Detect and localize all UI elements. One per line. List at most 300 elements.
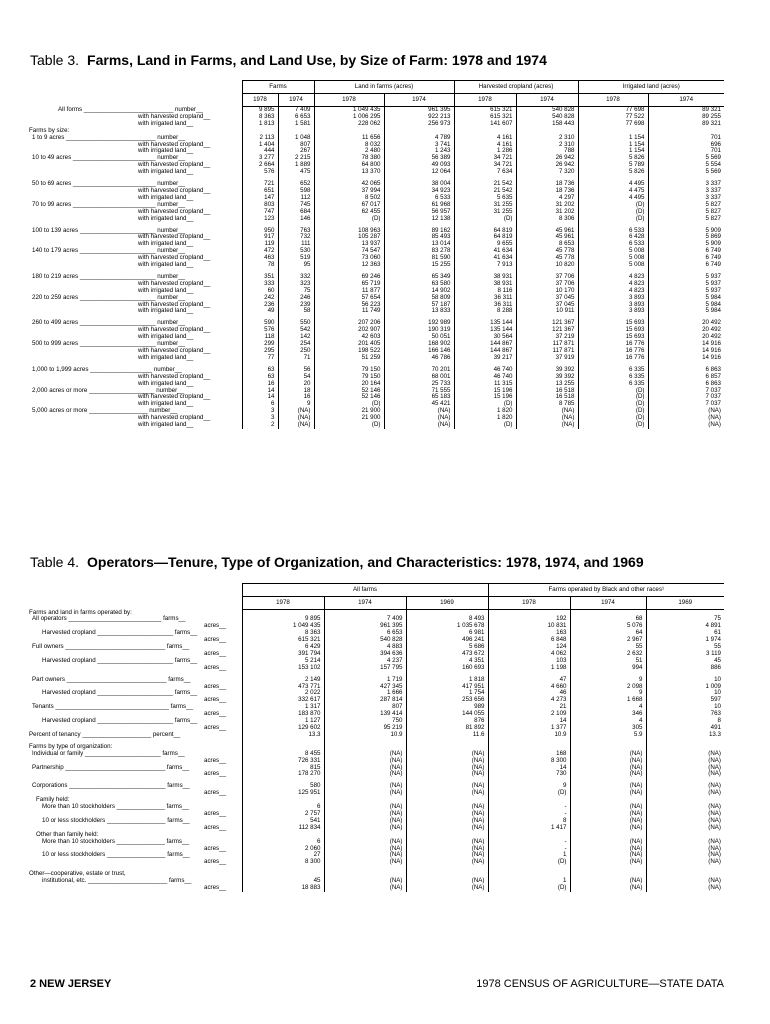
table-cell: 16 776: [578, 355, 648, 362]
table-cell: (D): [488, 790, 570, 797]
table-cell: 4 237: [324, 658, 406, 665]
table-cell: 15 196: [454, 394, 516, 401]
table-cell: 46 786: [384, 355, 454, 362]
table-row: [28, 308, 724, 315]
table-cell: 5 635: [454, 195, 516, 202]
row-label: 140 to 179 acres ______________________ number__: [32, 247, 186, 255]
table-cell: 2 967: [570, 637, 646, 644]
table-cell: (D): [578, 422, 648, 429]
table-cell: 11 749: [314, 308, 384, 315]
row-label: Part owners _____________________________ farms__: [32, 675, 191, 683]
year-header: 1978: [242, 597, 324, 610]
table-cell: 202 907: [314, 327, 384, 334]
table-cell: 6 653: [278, 114, 314, 121]
table-cell: (NA): [406, 859, 488, 866]
table-cell: 20 164: [314, 381, 384, 388]
table-cell: 13 833: [384, 308, 454, 315]
table-cell: 37 919: [516, 355, 578, 362]
table-cell: (NA): [406, 839, 488, 846]
group-header-harvested: Harvested cropland (acres): [454, 81, 578, 94]
stub-header: [28, 81, 242, 94]
table-cell: 4 062: [488, 651, 570, 658]
table-cell: 1 198: [488, 665, 570, 672]
table-cell: 12 138: [384, 216, 454, 223]
table-cell: 2 757: [242, 811, 324, 818]
table-cell: (NA): [570, 758, 646, 765]
table-cell: 5 554: [648, 162, 724, 169]
table-cell: 8 502: [314, 195, 384, 202]
table-cell: 763: [278, 228, 314, 235]
table-cell: (NA): [324, 859, 406, 866]
table-cell: 6 533: [384, 195, 454, 202]
table-cell: 14 916: [648, 348, 724, 355]
table-cell: 9: [278, 401, 314, 408]
row-label: acres__: [204, 710, 227, 718]
table-cell: 250: [278, 348, 314, 355]
table-cell: 45 778: [516, 255, 578, 262]
table-row: [28, 818, 724, 825]
table-cell: 228 062: [314, 121, 384, 128]
table-cell: 989: [406, 704, 488, 711]
row-label: with harvested cropland__: [138, 254, 211, 262]
table-cell: 597: [646, 697, 724, 704]
table-cell: 8 455: [242, 751, 324, 758]
table-cell: 135 144: [454, 320, 516, 327]
table-cell: 1 889: [278, 162, 314, 169]
table-cell: 8 032: [314, 142, 384, 149]
table-cell: (NA): [406, 804, 488, 811]
table-row: [28, 616, 724, 623]
table-cell: 147: [242, 195, 278, 202]
table-cell: 394 636: [324, 651, 406, 658]
table-cell: 6 533: [578, 228, 648, 235]
table-cell: 242: [242, 295, 278, 302]
row-label: Harvested cropland ______________________ farms__: [42, 717, 198, 725]
table-cell: 750: [324, 718, 406, 725]
table-cell: 472: [242, 248, 278, 255]
table-cell: (NA): [406, 758, 488, 765]
row-label: with harvested cropland__: [138, 233, 211, 241]
table-cell: (NA): [516, 422, 578, 429]
table-cell: 256 973: [384, 121, 454, 128]
table-cell: (NA): [646, 790, 724, 797]
table-cell: 6 749: [648, 248, 724, 255]
table-cell: 52 146: [314, 394, 384, 401]
table-cell: 11.6: [406, 732, 488, 739]
table-cell: 50 051: [384, 334, 454, 341]
table-cell: [488, 832, 570, 839]
year-header: 1974: [278, 94, 314, 107]
table-cell: -: [488, 804, 570, 811]
table-cell: 4 161: [454, 142, 516, 149]
table-cell: 14: [488, 765, 570, 772]
table-cell: 4: [570, 718, 646, 725]
table-cell: 141 607: [454, 121, 516, 128]
table-cell: 5 569: [648, 169, 724, 176]
table-cell: 5 984: [648, 295, 724, 302]
row-label: 1,000 to 1,999 acres __________________ number__: [32, 365, 182, 373]
table-cell: 1 377: [488, 725, 570, 732]
table-cell: -: [488, 846, 570, 853]
table-cell: (NA): [570, 846, 646, 853]
table-cell: 8 785: [516, 401, 578, 408]
table-cell: 580: [242, 783, 324, 790]
table-cell: 4 161: [454, 135, 516, 142]
table-cell: 8 653: [516, 241, 578, 248]
table-cell: 15 693: [578, 334, 648, 341]
table-cell: (D): [488, 859, 570, 866]
table-cell: (NA): [570, 751, 646, 758]
group-header-land: Land in farms (acres): [314, 81, 454, 94]
table-cell: (NA): [324, 790, 406, 797]
table-cell: (D): [578, 388, 648, 395]
table-cell: 46: [488, 690, 570, 697]
table-cell: (NA): [324, 751, 406, 758]
table-cell: 6 749: [648, 262, 724, 269]
table-cell: 16: [242, 381, 278, 388]
table-cell: 18: [278, 388, 314, 395]
table-cell: 5 984: [648, 302, 724, 309]
table-cell: 56: [278, 367, 314, 374]
table-cell: 34 721: [454, 162, 516, 169]
table-cell: (NA): [646, 852, 724, 859]
table-cell: 615 321: [454, 114, 516, 121]
table-cell: 5 789: [578, 162, 648, 169]
table-cell: 7 409: [278, 107, 314, 114]
table-cell: (NA): [646, 878, 724, 885]
table-cell: 351: [242, 274, 278, 281]
table-cell: 46 740: [454, 374, 516, 381]
year-header: 1978: [242, 94, 278, 107]
table4-heading: Operators—Tenure, Type of Organization, and Characteristics: 1978, 1974, and 1969: [87, 554, 644, 570]
table-cell: (NA): [646, 783, 724, 790]
table-cell: (D): [314, 216, 384, 223]
row-label: Full owners _____________________________ farms__: [32, 643, 190, 651]
row-label: acres__: [204, 649, 227, 657]
table-cell: (NA): [570, 804, 646, 811]
table-cell: 10: [646, 677, 724, 684]
table-cell: 8 363: [242, 630, 324, 637]
table-cell: 111: [278, 241, 314, 248]
table-cell: 20 492: [648, 327, 724, 334]
table-cell: (NA): [324, 811, 406, 818]
table-cell: 9 895: [242, 107, 278, 114]
table-cell: 4 273: [488, 697, 570, 704]
table-cell: 27: [242, 852, 324, 859]
year-header: 1974: [648, 94, 724, 107]
row-label: acres__: [204, 636, 227, 644]
row-label: with irrigated land__: [138, 193, 194, 201]
table-cell: 1 154: [578, 135, 648, 142]
table-cell: 6: [242, 839, 324, 846]
table-cell: 4 495: [578, 195, 648, 202]
table-cell: 5 008: [578, 248, 648, 255]
row-label: with irrigated land__: [138, 286, 194, 294]
table-cell: 4: [570, 704, 646, 711]
table-cell: 5 008: [578, 255, 648, 262]
table-cell: [242, 871, 324, 878]
row-label: Other than family held:: [36, 830, 99, 838]
table-cell: 10 911: [516, 308, 578, 315]
table-cell: 166 146: [384, 348, 454, 355]
table-cell: 70 201: [384, 367, 454, 374]
year-header: 1974: [570, 597, 646, 610]
row-label: with irrigated land__: [138, 400, 194, 408]
table-cell: 64 819: [454, 234, 516, 241]
table-cell: 696: [648, 142, 724, 149]
table-cell: 6 335: [578, 367, 648, 374]
table-cell: (D): [454, 401, 516, 408]
table-cell: (D): [578, 401, 648, 408]
row-label: 10 or less stockholders _________________ farms__: [42, 816, 190, 824]
table-cell: 55: [570, 644, 646, 651]
table-cell: 652: [278, 181, 314, 188]
table-cell: 12 363: [314, 262, 384, 269]
table-cell: 323: [278, 281, 314, 288]
row-label: institutional, etc. _______________________ farms__: [42, 877, 192, 885]
table-cell: 5 686: [406, 644, 488, 651]
table-cell: 5 214: [242, 658, 324, 665]
table-cell: 61 968: [384, 202, 454, 209]
row-label: acres__: [204, 884, 227, 892]
table-cell: 10.9: [488, 732, 570, 739]
table-cell: 246: [278, 295, 314, 302]
table-cell: 9: [570, 677, 646, 684]
table-cell: (NA): [406, 811, 488, 818]
table-cell: (NA): [646, 859, 724, 866]
table-cell: 61: [646, 630, 724, 637]
row-label: 70 to 99 acres ________________________ number__: [32, 200, 186, 208]
table-cell: 2 664: [242, 162, 278, 169]
table-cell: 542: [278, 327, 314, 334]
table-cell: 1 009: [646, 684, 724, 691]
table-row: [28, 665, 724, 672]
row-label: with irrigated land__: [138, 353, 194, 361]
table-cell: 2 632: [570, 651, 646, 658]
table-cell: 2 060: [242, 846, 324, 853]
table-cell: 6 428: [578, 234, 648, 241]
table-cell: 12 064: [384, 169, 454, 176]
row-label: with irrigated land__: [138, 119, 194, 127]
table-cell: 63: [242, 374, 278, 381]
table-cell: (NA): [324, 758, 406, 765]
table-cell: 68: [570, 616, 646, 623]
table-row: [28, 169, 724, 176]
table-cell: 550: [278, 320, 314, 327]
row-label: with irrigated land__: [138, 333, 194, 341]
table-cell: 8 363: [242, 114, 278, 121]
row-label: with irrigated land__: [138, 379, 194, 387]
table-cell: 5 984: [648, 308, 724, 315]
table-cell: 3 893: [578, 295, 648, 302]
table-cell: (D): [578, 394, 648, 401]
table-cell: [488, 797, 570, 804]
row-label: with irrigated land__: [138, 261, 194, 269]
table-cell: 118: [242, 334, 278, 341]
table-cell: 121 367: [516, 327, 578, 334]
table-cell: 11 877: [314, 288, 384, 295]
table-cell: 1 127: [242, 718, 324, 725]
table-cell: 239: [278, 302, 314, 309]
row-label: 5,000 acres or more _________________ number__: [32, 407, 178, 415]
table-cell: 18 736: [516, 188, 578, 195]
table-cell: 198 522: [314, 348, 384, 355]
table-row: [28, 852, 724, 859]
row-label: 260 to 499 acres ______________________ number__: [32, 319, 186, 327]
table-cell: 37 219: [516, 334, 578, 341]
table-cell: 125 951: [242, 790, 324, 797]
table-cell: 530: [278, 248, 314, 255]
table-cell: 77: [242, 355, 278, 362]
table-cell: 876: [406, 718, 488, 725]
row-label: acres__: [204, 682, 227, 690]
table-cell: 1 813: [242, 121, 278, 128]
table-cell: (NA): [570, 818, 646, 825]
row-label: Corporations ____________________________ farms__: [32, 782, 190, 790]
table-cell: 37 045: [516, 302, 578, 309]
table-cell: (NA): [648, 415, 724, 422]
row-label: acres__: [204, 823, 227, 831]
table-cell: (NA): [570, 852, 646, 859]
table-cell: 473 672: [406, 651, 488, 658]
table-cell: (NA): [406, 825, 488, 832]
row-label: acres__: [204, 724, 227, 731]
table-cell: (NA): [384, 415, 454, 422]
row-label: with harvested cropland__: [138, 393, 211, 401]
table-cell: 332: [278, 274, 314, 281]
table-cell: 13 014: [384, 241, 454, 248]
table-cell: (NA): [324, 765, 406, 772]
table3-number: Table 3.: [30, 52, 80, 68]
table-cell: (NA): [570, 783, 646, 790]
table-cell: 18 736: [516, 181, 578, 188]
table-cell: 788: [516, 148, 578, 155]
table-cell: 68 001: [384, 374, 454, 381]
footer-publication: 1978 CENSUS OF AGRICULTURE—STATE DATA: [476, 978, 724, 990]
table-cell: 2: [242, 422, 278, 429]
table-row: [28, 262, 724, 269]
table-cell: 15 196: [454, 388, 516, 395]
table-cell: 37 706: [516, 274, 578, 281]
table-cell: 89 321: [648, 107, 724, 114]
row-label: with irrigated land__: [138, 421, 194, 429]
table-cell: 81 892: [406, 725, 488, 732]
table-row: [28, 718, 724, 725]
table-cell: 117 871: [516, 341, 578, 348]
table-row: [28, 765, 724, 772]
table-cell: 45: [646, 658, 724, 665]
table-cell: (NA): [646, 818, 724, 825]
group-header-all-farms: All farms: [242, 584, 488, 597]
table-cell: 615 321: [454, 107, 516, 114]
table-cell: (NA): [406, 765, 488, 772]
row-label: All forms __________________________ number__: [58, 105, 203, 113]
table-cell: 129 602: [242, 725, 324, 732]
row-label: 10 to 49 acres ________________________ number__: [32, 154, 186, 162]
table-row: [28, 121, 724, 128]
table-cell: 16 518: [516, 394, 578, 401]
table-cell: 57 654: [314, 295, 384, 302]
row-label: acres__: [204, 809, 227, 817]
table-cell: (NA): [516, 415, 578, 422]
table-cell: 4 823: [578, 281, 648, 288]
table-cell: 684: [278, 209, 314, 216]
table-cell: (NA): [324, 771, 406, 778]
table-cell: 519: [278, 255, 314, 262]
table-cell: 69 246: [314, 274, 384, 281]
table-cell: (NA): [648, 422, 724, 429]
row-label: acres__: [204, 789, 227, 797]
table-cell: 267: [278, 148, 314, 155]
table-row: [28, 644, 724, 651]
table-cell: 4 475: [578, 188, 648, 195]
table-cell: 1 049 435: [242, 623, 324, 630]
table-cell: 14 902: [384, 288, 454, 295]
table-cell: 6 335: [578, 374, 648, 381]
group-header-farms: Farms: [242, 81, 314, 94]
table-cell: 142: [278, 334, 314, 341]
row-label: All operators ___________________________ farms__: [32, 615, 186, 623]
table-cell: 701: [648, 148, 724, 155]
table-cell: 1 666: [324, 690, 406, 697]
table-cell: 6 848: [488, 637, 570, 644]
table-cell: 922 213: [384, 114, 454, 121]
table-cell: 25 733: [384, 381, 454, 388]
table-cell: 37 045: [516, 295, 578, 302]
table-cell: 89 255: [648, 114, 724, 121]
table-cell: 254: [278, 341, 314, 348]
table-cell: 2 480: [314, 148, 384, 155]
table-cell: 7 409: [324, 616, 406, 623]
table-cell: (NA): [406, 771, 488, 778]
table-cell: 31 202: [516, 202, 578, 209]
table-cell: 721: [242, 181, 278, 188]
table-cell: 75: [646, 616, 724, 623]
table-cell: (D): [454, 216, 516, 223]
row-label: 100 to 139 acres ______________________ number__: [32, 226, 186, 234]
table-cell: 45 778: [516, 248, 578, 255]
table-cell: 1 048: [278, 135, 314, 142]
table-cell: (NA): [384, 408, 454, 415]
table-cell: (NA): [570, 885, 646, 892]
table-cell: 119: [242, 241, 278, 248]
table-cell: 168 902: [384, 341, 454, 348]
row-label: More than 10 stockholders ______________ farms__: [42, 803, 189, 811]
table-cell: 37 994: [314, 188, 384, 195]
table-cell: 473 771: [242, 684, 324, 691]
table-cell: 427 345: [324, 684, 406, 691]
table-cell: 85 493: [384, 234, 454, 241]
table-cell: 651: [242, 188, 278, 195]
table-row: [28, 677, 724, 684]
row-label: 1 to 9 acres __________________________ number__: [32, 133, 186, 141]
row-label: acres__: [204, 844, 227, 852]
table-cell: 58 809: [384, 295, 454, 302]
table-cell: 10 820: [516, 262, 578, 269]
table-cell: (D): [578, 408, 648, 415]
row-label: 180 to 219 acres ______________________ number__: [32, 272, 186, 280]
table-cell: 190 319: [384, 327, 454, 334]
table-cell: 18 883: [242, 885, 324, 892]
table-cell: 56 389: [384, 155, 454, 162]
table-cell: 64: [570, 630, 646, 637]
table-cell: 117 871: [516, 348, 578, 355]
table-cell: (NA): [570, 878, 646, 885]
table-cell: (NA): [646, 765, 724, 772]
table-cell: 139 414: [324, 711, 406, 718]
table-cell: (D): [578, 216, 648, 223]
table-cell: (NA): [646, 825, 724, 832]
